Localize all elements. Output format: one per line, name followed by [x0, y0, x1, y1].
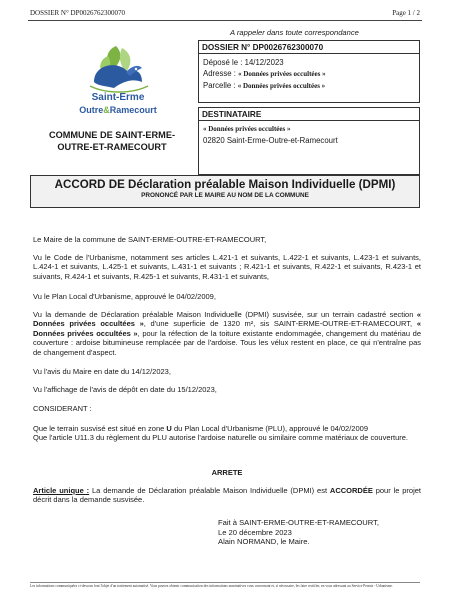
signature-date: Le 20 décembre 2023 — [218, 527, 292, 537]
destinataire-box-body — [199, 121, 419, 149]
destinataire-box-title: DESTINATAIRE — [199, 108, 419, 121]
body-demande — [33, 310, 421, 357]
logo-line3: Ramecourt — [109, 105, 157, 115]
article-unique-text-2: pour le projet décrit dans la demande susvisée. — [33, 486, 422, 505]
body-plu: Vu le Plan Local d'Urbanisme, approuvé le 04/02/2009, — [33, 292, 216, 301]
adresse-value: « Données privées occultées » — [238, 70, 326, 78]
commune-name-line1: COMMUNE DE SAINT-ERME- — [48, 130, 176, 140]
document-title-box — [30, 175, 420, 208]
parcelle-label: Parcelle : — [203, 81, 236, 90]
demande-address-occulted: « Données privées occultées » — [33, 319, 421, 338]
article-unique-label: Article unique : — [33, 486, 90, 495]
adresse-line — [203, 68, 415, 80]
adresse-label: Adresse : — [203, 69, 236, 78]
demande-text-2: , d'une superficie de 1320 m², sis SAINT-ERME-OUTRE-ET-RAMECOURT, — [143, 319, 413, 329]
depose-value: 14/12/2023 — [244, 58, 284, 67]
commune-name — [32, 130, 192, 153]
rappel-note: A rappeler dans toute correspondance — [230, 28, 359, 37]
zone-text-1: Que le terrain susvisé est situé en zone — [33, 424, 165, 433]
zone-code: U — [166, 424, 172, 433]
dossier-box — [198, 40, 420, 103]
destinataire-address: 02820 Saint-Erme-Outre-et-Ramecourt — [203, 136, 338, 145]
header-divider — [28, 20, 422, 21]
dossier-box-title: DOSSIER N° DP0026762300070 — [199, 41, 419, 54]
demande-text-1: Vu la demande de Déclaration préalable Maison Individuelle (DPMI) susvisée, sur un terrain cadastré section — [33, 310, 414, 319]
depose-label: Déposé le : — [203, 58, 243, 67]
body-article-unique — [33, 486, 421, 505]
header-dossier-number: DOSSIER N° DP0026762300070 — [30, 9, 125, 17]
footer-notice: Les informations communiquées ci-dessous font l'objet d'un traitement automatisé. Vous pouvez obtenir communication des informations nominatives vous concernant et, si nécessaire, les faire rectifier, en vous adressant au Service Permis - Urbanisme. — [30, 584, 393, 588]
depose-line — [203, 57, 415, 68]
arrete-heading: ARRETE — [211, 468, 243, 477]
parcelle-line — [203, 80, 415, 92]
document-subtitle: PRONONCÉ PAR LE MAIRE AU NOM DE LA COMMUNE — [141, 192, 309, 199]
header-page-number: Page 1 / 2 — [392, 9, 420, 17]
body-code-urbanisme: Vu le Code de l'Urbanisme, notamment ses articles L.421-1 et suivants, L.422-1 et suivants, L.423-1 et suivants, L.424-1 et suivants, L.425-1 et suivants, L.431-1 et suivants ; R.421-1 et suivants, R.422-1 et suivants, R.423-1 et suivants, R.424-1 et suivants, R.425-1 et suivants, R.431-1 et suivants, — [33, 253, 421, 281]
commune-logo — [76, 42, 160, 120]
body-considerant: CONSIDERANT : — [33, 404, 92, 413]
signature-name: Alain NORMAND, le Maire. — [218, 537, 310, 547]
demande-text-3: , pour la réfection de la toiture existante endommagée, changement du matériau de couverture : ardoise bitumineuse remplacée par de l'ardoise. Tous les vélux restent en place, ce qui n'entraîne pas de changement d'aspect. — [33, 328, 421, 357]
body-affichage: Vu l'affichage de l'avis de dépôt en date du 15/12/2023, — [33, 385, 217, 394]
destinataire-name: « Données privées occultées » — [203, 125, 291, 133]
article-unique-decision: ACCORDÉE — [329, 486, 373, 495]
commune-name-line2: OUTRE-ET-RAMECOURT — [57, 141, 167, 152]
article-unique-text: La demande de Déclaration préalable Maison Individuelle (DPMI) est — [92, 486, 328, 495]
document-title: ACCORD DE Déclaration préalable Maison Individuelle (DPMI) — [54, 178, 396, 191]
dossier-box-body — [199, 54, 419, 95]
signature-place: Fait à SAINT-ERME-OUTRE-ET-RAMECOURT, — [218, 518, 380, 527]
body-avis-maire: Vu l'avis du Maire en date du 14/12/2023, — [33, 367, 171, 376]
logo-line2: Outre — [79, 105, 104, 115]
signature-block — [218, 518, 379, 547]
footer-divider — [30, 582, 420, 583]
svg-text:Outre&Ramecourt — [79, 105, 157, 115]
body-zone — [33, 424, 421, 443]
zone-text-2: du Plan Local d'Urbanisme (PLU), approuvé le 04/02/2009 — [173, 424, 368, 433]
destinataire-box — [198, 107, 420, 175]
demande-section-occulted: « Données privées occultées » — [33, 310, 421, 329]
zone-article: Que l'article U11.3 du règlement du PLU autorise l'ardoise naturelle ou similaire comme matériaux de couverture. — [33, 433, 408, 443]
parcelle-value: « Données privées occultées » — [237, 82, 326, 90]
body-mayor-intro: Le Maire de la commune de SAINT-ERME-OUTRE-ET-RAMECOURT, — [33, 235, 267, 244]
logo-ampersand: & — [103, 105, 110, 115]
logo-line1: Saint-Erme — [91, 92, 145, 103]
